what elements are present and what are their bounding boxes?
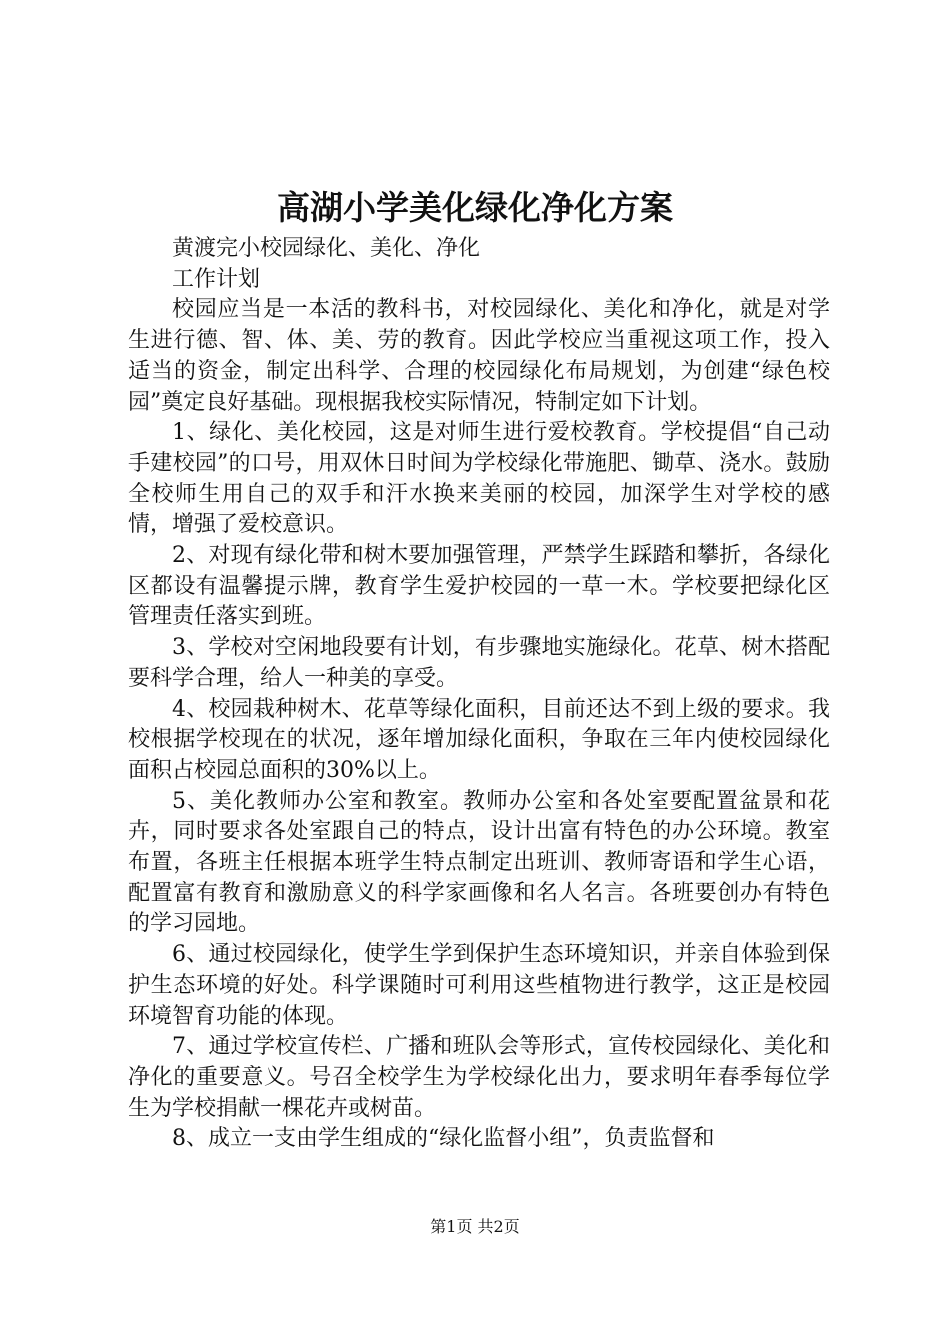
paragraph-item-2: 2、对现有绿化带和树木要加强管理，严禁学生踩踏和攀折，各绿化区都设有温馨提示牌，教育学生爱护校园的一草一木。学校要把绿化区管理责任落实到班。 [128,543,830,630]
document-body [128,234,830,1155]
paragraph-item-3: 3、学校对空闲地段要有计划，有步骤地实施绿化。花草、树木搭配要科学合理，给人一种美的享受。 [128,635,830,691]
paragraph-item-8: 8、成立一支由学生组成的“绿化监督小组”，负责监督和 [172,1126,715,1152]
paragraph-intro: 校园应当是一本活的教科书，对校园绿化、美化和净化，就是对学生进行德、智、体、美、劳的教育。因此学校应当重视这项工作，投入适当的资金，制定出科学、合理的校园绿化布局规划，为创建“绿色校园”奠定良好基础。现根据我校实际情况，特制定如下计划。 [128,297,830,415]
paragraph-item-1: 1、绿化、美化校园，这是对师生进行爱校教育。学校提倡“自己动手建校园”的口号，用双休日时间为学校绿化带施肥、锄草、浇水。鼓励全校师生用自己的双手和汗水换来美丽的校园，加深学生对学校的感情，增强了爱校意识。 [128,420,830,538]
paragraph-item-7: 7、通过学校宣传栏、广播和班队会等形式，宣传校园绿化、美化和净化的重要意义。号召全校学生为学校绿化出力，要求明年春季每位学生为学校捐献一棵花卉或树苗。 [128,1034,830,1121]
subtitle-line-2: 工作计划 [172,266,261,292]
page-footer: 第1页 共2页 [430,1217,520,1236]
paragraph-item-6: 6、通过校园绿化，使学生学到保护生态环境知识，并亲自体验到保护生态环境的好处。科学课随时可利用这些植物进行教学，这正是校园环境智育功能的体现。 [128,942,830,1029]
paragraph-item-4: 4、校园栽种树木、花草等绿化面积，目前还达不到上级的要求。我校根据学校现在的状况，逐年增加绿化面积，争取在三年内使校园绿化面积占校园总面积的30%以上。 [128,696,830,783]
subtitle-line-1: 黄渡完小校园绿化、美化、净化 [172,236,481,261]
paragraph-item-5: 5、美化教师办公室和教室。教师办公室和各处室要配置盆景和花卉，同时要求各处室跟自己的特点，设计出富有特色的办公环境。教室布置，各班主任根据本班学生特点制定出班训、教师寄语和学生心语，配置富有教育和激励意义的科学家画像和名人名言。各班要创办有特色的学习园地。 [128,788,830,937]
document-title: 高湖小学美化绿化净化方案 [277,188,673,227]
